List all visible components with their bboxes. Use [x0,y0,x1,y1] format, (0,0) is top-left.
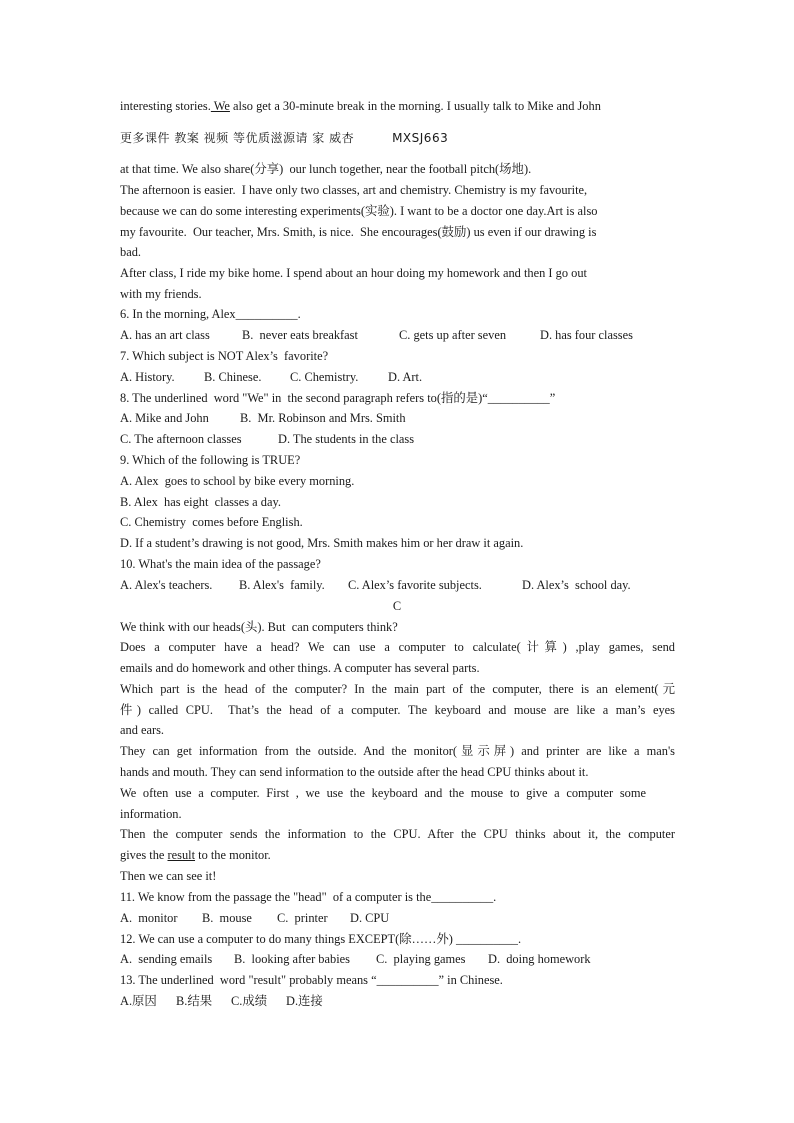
question-9-stem: 9. Which of the following is TRUE? [120,453,301,467]
passage-b-line: my favourite. Our teacher, Mrs. Smith, is nice. She encourages(鼓励) us even if our drawing is [120,225,597,239]
passage-c-line: Then the computer sends the information to the CPU. After the CPU thinks about it, the computer [120,827,675,841]
option-a[interactable]: A. History. [120,370,175,384]
passage-b-line: After class, I ride my bike home. I spend about an hour doing my homework and then I go out [120,266,587,280]
passage-c-line: Then we can see it! [120,869,217,883]
passage-b-line: at that time. We also share(分享) our lunch together, near the football pitch(场地). [120,162,532,176]
option-a[interactable]: A.原因 [120,994,157,1008]
option-b[interactable]: B. Alex has eight classes a day. [120,495,281,509]
passage-c-line: 件) called CPU. That’s the head of a computer. The keyboard and mouse are like a man’s eyes [120,703,675,717]
passage-c-line: emails and do homework and other things. A computer has several parts. [120,661,480,675]
option-b[interactable]: B. Alex's family. [239,578,325,592]
question-11-stem: 11. We know from the passage the "head" of a computer is the__________. [120,890,497,904]
option-c[interactable]: C. Chemistry comes before English. [120,515,303,529]
option-a[interactable]: A. Alex goes to school by bike every morning. [120,474,355,488]
question-7-stem: 7. Which subject is NOT Alex’s favorite? [120,349,329,363]
question-13-stem: 13. The underlined word "result" probably means “__________” in Chinese. [120,973,503,987]
option-b[interactable]: B. looking after babies [234,952,350,966]
promo-line [120,130,680,146]
passage-c-line: hands and mouth. They can send information to the outside after the head CPU thinks about it. [120,765,589,779]
underlined-word-we: We [210,99,230,113]
option-a[interactable]: A. Alex's teachers. [120,578,213,592]
passage-c-result-line [120,847,680,863]
underlined-word-result: result [167,848,196,862]
text-segment: to the monitor. [195,848,271,862]
question-6-stem: 6. In the morning, Alex__________. [120,307,301,321]
option-c[interactable]: C. printer [277,911,328,925]
option-d[interactable]: D. has four classes [540,328,633,342]
option-d[interactable]: D. The students in the class [278,432,415,446]
question-8-stem: 8. The underlined word "We" in the second paragraph refers to(指的是)“__________” [120,391,556,405]
option-d[interactable]: D.连接 [286,994,323,1008]
text-segment: interesting stories. [120,99,211,113]
question-12-options [120,951,680,967]
passage-b-top-line [120,98,680,114]
option-a[interactable]: A. Mike and John [120,411,209,425]
passage-c-line: and ears. [120,723,165,737]
passage-b-line: because we can do some interesting experiments(实验). I want to be a doctor one day.Art is also [120,204,598,218]
option-b[interactable]: B. never eats breakfast [242,328,358,342]
option-d[interactable]: D. doing homework [488,952,591,966]
question-8-options-ab [120,410,680,426]
option-a[interactable]: A. sending emails [120,952,213,966]
question-12-stem: 12. We can use a computer to do many things EXCEPT(除……外) __________. [120,932,522,946]
question-10-options [120,577,680,593]
option-c[interactable]: C.成绩 [231,994,268,1008]
passage-c-line: Does a computer have a head? We can use a computer to calculate(计算) ,play games, send [120,640,675,654]
text-segment: gives the [120,848,168,862]
option-c[interactable]: C. The afternoon classes [120,432,242,446]
question-13-options [120,993,680,1009]
option-d[interactable]: D. Alex’s school day. [522,578,631,592]
passage-b-line: The afternoon is easier. I have only two classes, art and chemistry. Chemistry is my favourite, [120,183,588,197]
option-d[interactable]: D. Art. [388,370,423,384]
option-a[interactable]: A. monitor [120,911,178,925]
promo-text: 更多课件 教案 视频 等优质滋源请 家 威杏 [120,131,355,145]
option-a[interactable]: A. has an art class [120,328,210,342]
passage-c-line: We often use a computer. First , we use the keyboard and the mouse to give a computer some [120,786,646,800]
passage-c-line: We think with our heads(头). But can computers think? [120,620,398,634]
passage-b-line: bad. [120,245,141,259]
option-d[interactable]: D. CPU [350,911,390,925]
passage-c-line: They can get information from the outside. And the monitor(显示屏) and printer are like a man's [120,744,675,758]
promo-code: MXSJ663 [392,131,449,145]
passage-b-line: with my friends. [120,287,202,301]
question-7-options [120,369,680,385]
passage-c-line: Which part is the head of the computer? In the main part of the computer, there is an element(元 [120,682,675,696]
option-b[interactable]: B. mouse [202,911,252,925]
question-10-stem: 10. What's the main idea of the passage? [120,557,321,571]
passage-c-line: information. [120,807,182,821]
option-c[interactable]: C. gets up after seven [399,328,507,342]
question-11-options [120,910,680,926]
option-b[interactable]: B. Chinese. [204,370,262,384]
option-c[interactable]: C. playing games [376,952,466,966]
text-segment: also get a 30-minute break in the morning. I usually talk to Mike and John [229,99,601,113]
option-b[interactable]: B. Mr. Robinson and Mrs. Smith [240,411,406,425]
option-c[interactable]: C. Chemistry. [290,370,359,384]
question-8-options-cd [120,431,680,447]
option-d[interactable]: D. If a student’s drawing is not good, Mrs. Smith makes him or her draw it again. [120,536,524,550]
option-c[interactable]: C. Alex’s favorite subjects. [348,578,482,592]
option-b[interactable]: B.结果 [176,994,213,1008]
section-c-label: C [392,599,402,613]
question-6-options [120,327,680,343]
